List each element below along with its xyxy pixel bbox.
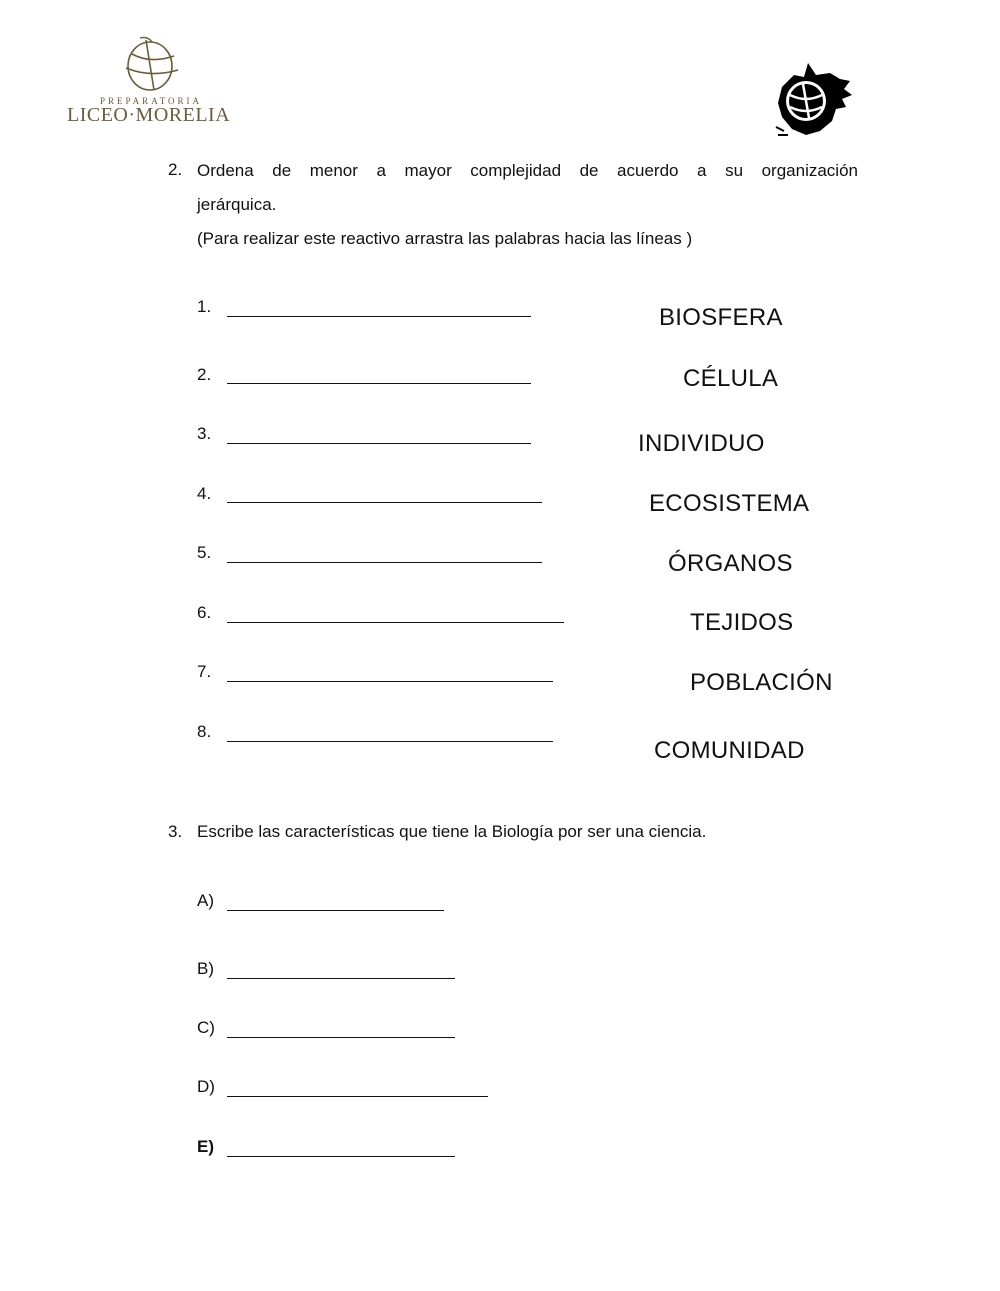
order-item-number: 4. (197, 484, 212, 503)
answer-item-label: B) (197, 959, 214, 978)
answer-line-a[interactable] (227, 910, 444, 911)
drop-line-7[interactable] (227, 681, 553, 682)
question-3-number: 3. (168, 822, 183, 841)
draggable-word-organos[interactable]: ÓRGANOS (668, 550, 793, 577)
order-item-number: 1. (197, 297, 212, 316)
draggable-word-tejidos[interactable]: TEJIDOS (690, 609, 794, 636)
school-small-title: PREPARATORIA (100, 96, 203, 106)
order-item-number: 8. (197, 722, 212, 741)
answer-line-c[interactable] (227, 1037, 455, 1038)
question-2-instruction: (Para realizar este reactivo arrastra las palabras hacia las líneas ) (197, 229, 693, 248)
drop-line-4[interactable] (227, 502, 542, 503)
answer-item-label: D) (197, 1077, 215, 1096)
order-item-number: 5. (197, 543, 212, 562)
drop-line-1[interactable] (227, 316, 531, 317)
question-2-text-line1: Ordena de menor a mayor complejidad de acuerdo a su organización (197, 161, 858, 180)
order-item-number: 2. (197, 365, 212, 384)
order-item-number: 6. (197, 603, 212, 622)
answer-line-e[interactable] (227, 1156, 455, 1157)
order-item-number: 7. (197, 662, 212, 681)
draggable-word-comunidad[interactable]: COMUNIDAD (654, 737, 805, 764)
drop-line-3[interactable] (227, 443, 531, 444)
answer-item-label: E) (197, 1137, 214, 1156)
draggable-word-individuo[interactable]: INDIVIDUO (638, 430, 765, 457)
draggable-word-poblacion[interactable]: POBLACIÓN (690, 669, 833, 696)
question-2-number: 2. (168, 160, 183, 179)
school-name: LICEO·MORELIA (67, 104, 231, 126)
drop-line-2[interactable] (227, 383, 531, 384)
drop-line-5[interactable] (227, 562, 542, 563)
drop-line-6[interactable] (227, 622, 564, 623)
draggable-word-ecosistema[interactable]: ECOSISTEMA (649, 490, 810, 517)
question-2-text-line2: jerárquica. (197, 195, 277, 214)
answer-line-b[interactable] (227, 978, 455, 979)
draggable-word-biosfera[interactable]: BIOSFERA (659, 304, 783, 331)
order-item-number: 3. (197, 424, 212, 443)
lynx-mascot-icon (770, 55, 860, 145)
question-3-text: Escribe las características que tiene la Biología por ser una ciencia. (197, 822, 707, 841)
drop-line-8[interactable] (227, 741, 553, 742)
answer-item-label: C) (197, 1018, 215, 1037)
answer-line-d[interactable] (227, 1096, 488, 1097)
answer-item-label: A) (197, 891, 214, 910)
draggable-word-celula[interactable]: CÉLULA (683, 365, 779, 392)
